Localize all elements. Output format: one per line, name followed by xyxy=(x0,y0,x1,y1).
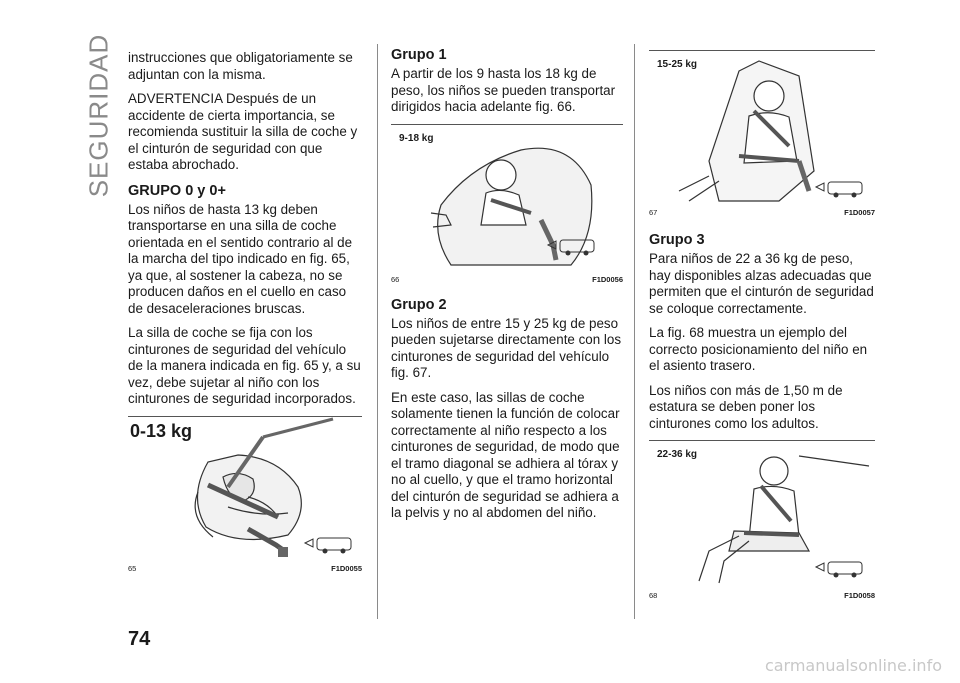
section-title: SEGURIDAD xyxy=(83,33,114,197)
paragraph: Los niños de hasta 13 kg deben transportarse en una silla de coche orientada en el sentido contrario al de la marcha del tipo indicado en fig. 65, ya que, al sostener la cabeza, no se producen daños en el cuello en caso de desaceleraciones bruscas. xyxy=(128,201,353,316)
car-direction-icon xyxy=(816,182,862,198)
figure-code: F1D0058 xyxy=(844,591,875,600)
section-tab xyxy=(83,33,114,197)
figure-number: 66 xyxy=(391,274,400,284)
heading-grupo-0: GRUPO 0 y 0+ xyxy=(128,182,226,199)
paragraph: instrucciones que obligatoriamente se adjuntan con la misma. xyxy=(128,50,353,82)
column-1 xyxy=(128,50,362,573)
figure-65 xyxy=(128,416,362,573)
figure-caption xyxy=(649,591,875,600)
paragraph: La silla de coche se fija con los cinturones de seguridad del vehículo de la manera indicada en fig. 65 y, a su vez, debe sujetar al niño con los cinturones de seguridad incorporados. xyxy=(128,325,361,406)
page-number: 74 xyxy=(128,628,151,650)
figure-label: 15-25 kg xyxy=(657,59,698,70)
figure-number: 68 xyxy=(649,591,658,600)
column-3 xyxy=(649,50,875,600)
figure-68 xyxy=(649,440,875,600)
column-2 xyxy=(391,47,623,530)
heading-grupo-3: Grupo 3 xyxy=(649,232,705,248)
figure-label: 9-18 kg xyxy=(399,132,434,144)
paragraph: Los niños de entre 15 y 25 kg de peso pueden sujetarse directamente con los cinturones de seguridad del vehículo fig. 67. xyxy=(391,315,622,380)
figure-caption xyxy=(128,564,362,573)
figure-code: F1D0055 xyxy=(331,563,362,573)
paragraph: En este caso, las sillas de coche solamente tienen la función de colocar correctamente al niño respecto a los cinturones de seguridad, de modo que el tramo diagonal se adhiera al tórax y no al cuello, y que el tramo horizontal del cinturón de seguridad se adhiera a la pelvis y no al abdomen del niño. xyxy=(391,389,620,520)
column-divider xyxy=(377,44,378,619)
paragraph: La fig. 68 muestra un ejemplo del correcto posicionamiento del niño en el asiento trasero. xyxy=(649,325,868,373)
paragraph: A partir de los 9 hasta los 18 kg de peso, los niños se pueden transportar dirigidos hacia adelante fig. 66. xyxy=(391,66,616,114)
figure-label: 0-13 kg xyxy=(130,420,193,441)
figure-66 xyxy=(391,124,623,284)
paragraph: Para niños de 22 a 36 kg de peso, hay disponibles alzas adecuadas que permiten que el cinturón de seguridad se coloque correctamente. xyxy=(649,251,874,316)
heading-grupo-1: Grupo 1 xyxy=(391,47,447,63)
paragraph: Los niños con más de 1,50 m de estatura se deben poner los cinturones como los adultos. xyxy=(649,382,843,431)
figure-code: F1D0056 xyxy=(592,274,623,284)
child-seat-forward-illustration xyxy=(391,125,623,273)
column-divider xyxy=(634,44,635,619)
footer-watermark: carmanualsonline.info xyxy=(764,656,942,675)
car-direction-icon xyxy=(816,562,862,578)
buckle-icon xyxy=(278,547,288,557)
figure-caption xyxy=(649,208,875,217)
figure-code: F1D0057 xyxy=(844,208,875,217)
warning-paragraph: ADVERTENCIA Después de un accidente de cierta importancia, se recomienda sustituir la silla de coche y el cinturón de seguridad con que estaba abrochado. xyxy=(128,91,358,172)
figure-label: 22-36 kg xyxy=(657,449,698,460)
figure-number: 65 xyxy=(128,563,137,573)
figure-number: 67 xyxy=(649,208,658,217)
booster-seat-illustration xyxy=(649,51,875,206)
figure-67 xyxy=(649,50,875,217)
car-direction-icon xyxy=(305,538,351,554)
figure-caption xyxy=(391,275,623,284)
booster-cushion-illustration xyxy=(649,441,875,589)
heading-grupo-2: Grupo 2 xyxy=(391,296,447,313)
